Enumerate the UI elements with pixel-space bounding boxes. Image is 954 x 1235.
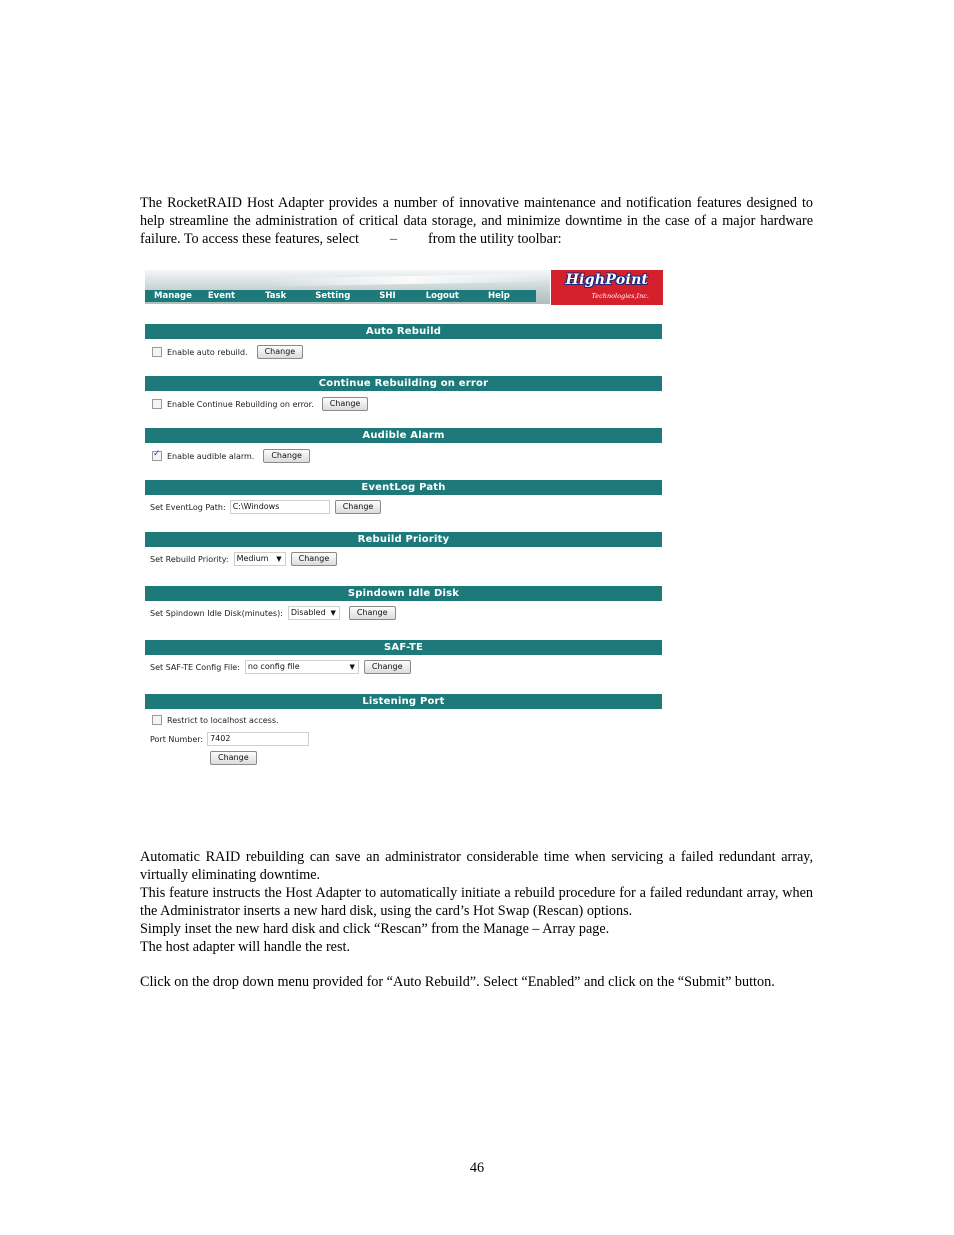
chevron-down-icon: ▼ [276, 555, 282, 563]
paragraph-rescan-instruction: Simply inset the new hard disk and click “Rescan” from the Manage – Array page. [140, 921, 610, 937]
logo-subtitle: Technologies,Inc. [591, 292, 649, 300]
port-number-label: Port Number: [150, 734, 204, 744]
nav-manage[interactable]: Manage [154, 291, 192, 301]
auto-rebuild-label: Enable auto rebuild. [167, 347, 248, 357]
safte-row [150, 660, 411, 674]
rebuild-priority-value: Medium [236, 554, 269, 563]
safte-config-select[interactable] [245, 660, 359, 674]
intro-dash: – [389, 231, 398, 247]
intro-paragraph [140, 194, 813, 248]
nav-help[interactable]: Help [488, 291, 510, 301]
spindown-label: Set Spindown Idle Disk(minutes): [150, 608, 283, 618]
audible-alarm-row [152, 449, 310, 463]
eventlog-label: Set EventLog Path: [150, 502, 226, 512]
rebuild-priority-select[interactable] [234, 552, 286, 566]
port-number-row [150, 732, 309, 746]
continue-rebuild-label: Enable Continue Rebuilding on error. [167, 399, 314, 409]
restrict-localhost-row [152, 715, 279, 725]
section-auto-rebuild [145, 324, 662, 339]
restrict-localhost-checkbox[interactable] [152, 715, 162, 725]
section-rebuild-priority [145, 532, 662, 547]
audible-alarm-label: Enable audible alarm. [167, 451, 255, 461]
utility-screenshot [145, 270, 663, 770]
nav-event[interactable]: Event [207, 291, 236, 301]
section-header: Spindown Idle Disk [145, 586, 662, 601]
continue-rebuild-change-button[interactable]: Change [322, 397, 369, 411]
eventlog-change-button[interactable]: Change [335, 500, 382, 514]
spindown-value: Disabled [290, 608, 326, 617]
section-header: Auto Rebuild [145, 324, 662, 339]
nav-shi[interactable]: SHI [379, 291, 396, 301]
section-header: EventLog Path [145, 480, 662, 495]
section-header: Audible Alarm [145, 428, 662, 443]
port-change-row [210, 751, 257, 765]
auto-rebuild-row [152, 345, 303, 359]
section-eventlog-path [145, 480, 662, 495]
port-number-input[interactable]: 7402 [207, 732, 309, 746]
paragraph-feature-description: This feature instructs the Host Adapter to automatically initiate a rebuild procedure for a failed redundant array, when the Administrator inserts a new hard disk, using the card’s Hot Swap (Rescan) options. [140, 885, 813, 919]
eventlog-path-input[interactable]: C:\Windows [230, 500, 330, 514]
section-spindown-idle-disk [145, 586, 662, 601]
spindown-row [150, 606, 396, 620]
nav-logout[interactable]: Logout [425, 291, 459, 301]
audible-alarm-checkbox[interactable] [152, 451, 162, 461]
safte-label: Set SAF-TE Config File: [150, 662, 240, 672]
safte-value: no config file [247, 662, 300, 671]
restrict-localhost-label: Restrict to localhost access. [167, 715, 279, 725]
rebuild-priority-row [150, 552, 337, 566]
section-continue-rebuilding [145, 376, 662, 391]
paragraph-enable-instruction: Click on the drop down menu provided for “Auto Rebuild”. Select “Enabled” and click on the “Submit” button. [140, 974, 775, 990]
section-listening-port [145, 694, 662, 709]
paragraph-host-handles-rest: The host adapter will handle the rest. [140, 939, 350, 955]
chevron-down-icon: ▼ [349, 663, 355, 671]
nav-task[interactable]: Task [265, 291, 287, 301]
eventlog-row [150, 500, 381, 514]
auto-rebuild-change-button[interactable]: Change [257, 345, 304, 359]
highpoint-logo [551, 270, 663, 305]
continue-rebuild-checkbox[interactable] [152, 399, 162, 409]
chevron-down-icon: ▼ [330, 609, 336, 617]
auto-rebuild-checkbox[interactable] [152, 347, 162, 357]
intro-text-after: from the utility toolbar: [428, 231, 562, 247]
audible-alarm-change-button[interactable]: Change [263, 449, 310, 463]
section-header: SAF-TE [145, 640, 662, 655]
continue-rebuild-row [152, 397, 368, 411]
nav-setting[interactable]: Setting [315, 291, 351, 301]
safte-change-button[interactable]: Change [364, 660, 411, 674]
section-header: Rebuild Priority [145, 532, 662, 547]
utility-toolbar [145, 290, 536, 302]
spindown-select[interactable] [288, 606, 340, 620]
spindown-change-button[interactable]: Change [349, 606, 396, 620]
page-number: 46 [469, 1160, 485, 1176]
section-header: Continue Rebuilding on error [145, 376, 662, 391]
rebuild-priority-label: Set Rebuild Priority: [150, 554, 229, 564]
toolbar-highlight [265, 273, 555, 286]
rebuild-priority-change-button[interactable]: Change [291, 552, 338, 566]
paragraph-auto-rebuild-intro: Automatic RAID rebuilding can save an administrator considerable time when servicing a failed redundant array, virtually eliminating downtime. [140, 849, 813, 883]
intro-text-before: The RocketRAID Host Adapter provides a number of innovative maintenance and notification features designed to help streamline the administration of critical data storage, and minimize downtime in the case of a major hardware failure. To access these features, select [140, 195, 813, 247]
section-saf-te [145, 640, 662, 655]
logo-title: HighPoint [565, 272, 649, 288]
section-header: Listening Port [145, 694, 662, 709]
section-audible-alarm [145, 428, 662, 443]
listening-port-change-button[interactable]: Change [210, 751, 257, 765]
